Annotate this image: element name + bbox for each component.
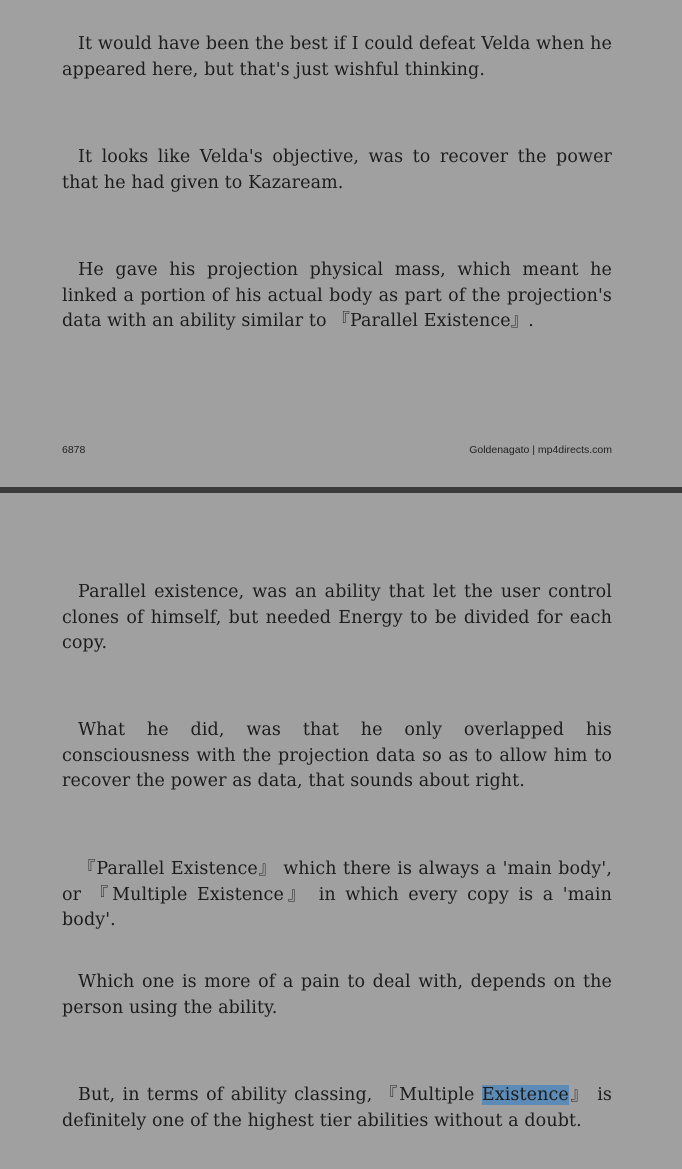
text-before-selection: But, in terms of ability classing, 『Multiple xyxy=(78,1085,482,1105)
paragraph: Which one is more of a pain to deal with, depends on the person using the ability. xyxy=(62,972,612,1018)
text-after-selection: 』 is definitely one of the highest tier abilities without a doubt. xyxy=(62,1085,613,1131)
paragraph: 『Parallel Existence』 which there is always a 'main body', or 『Multiple Existence』 in which every copy is a 'main body'. xyxy=(62,859,612,930)
selected-text[interactable]: Existence xyxy=(481,1085,569,1105)
paragraph-with-selection[interactable] xyxy=(62,1083,612,1134)
bottom-page xyxy=(0,493,682,1169)
paragraph: It looks like Velda's objective, was to recover the power that he had given to Kazaream. xyxy=(62,147,612,193)
paragraph: Parallel existence, was an ability that let the user control clones of himself, but needed Energy to be divided for each copy. xyxy=(62,582,612,653)
paragraph: What he did, was that he only overlapped his consciousness with the projection data so as to allow him to recover the power as data, that sounds about right. xyxy=(62,720,612,791)
page-number: 6878 xyxy=(62,444,86,456)
paragraph: It would have been the best if I could defeat Velda when he appeared here, but that's just wishful thinking. xyxy=(62,34,612,80)
top-page xyxy=(0,0,682,487)
paragraph: He gave his projection physical mass, which meant he linked a portion of his actual body as part of the projection's data with an ability similar to 『Parallel Existence』. xyxy=(62,260,612,331)
footer-credit: Goldenagato | mp4directs.com xyxy=(469,444,612,456)
